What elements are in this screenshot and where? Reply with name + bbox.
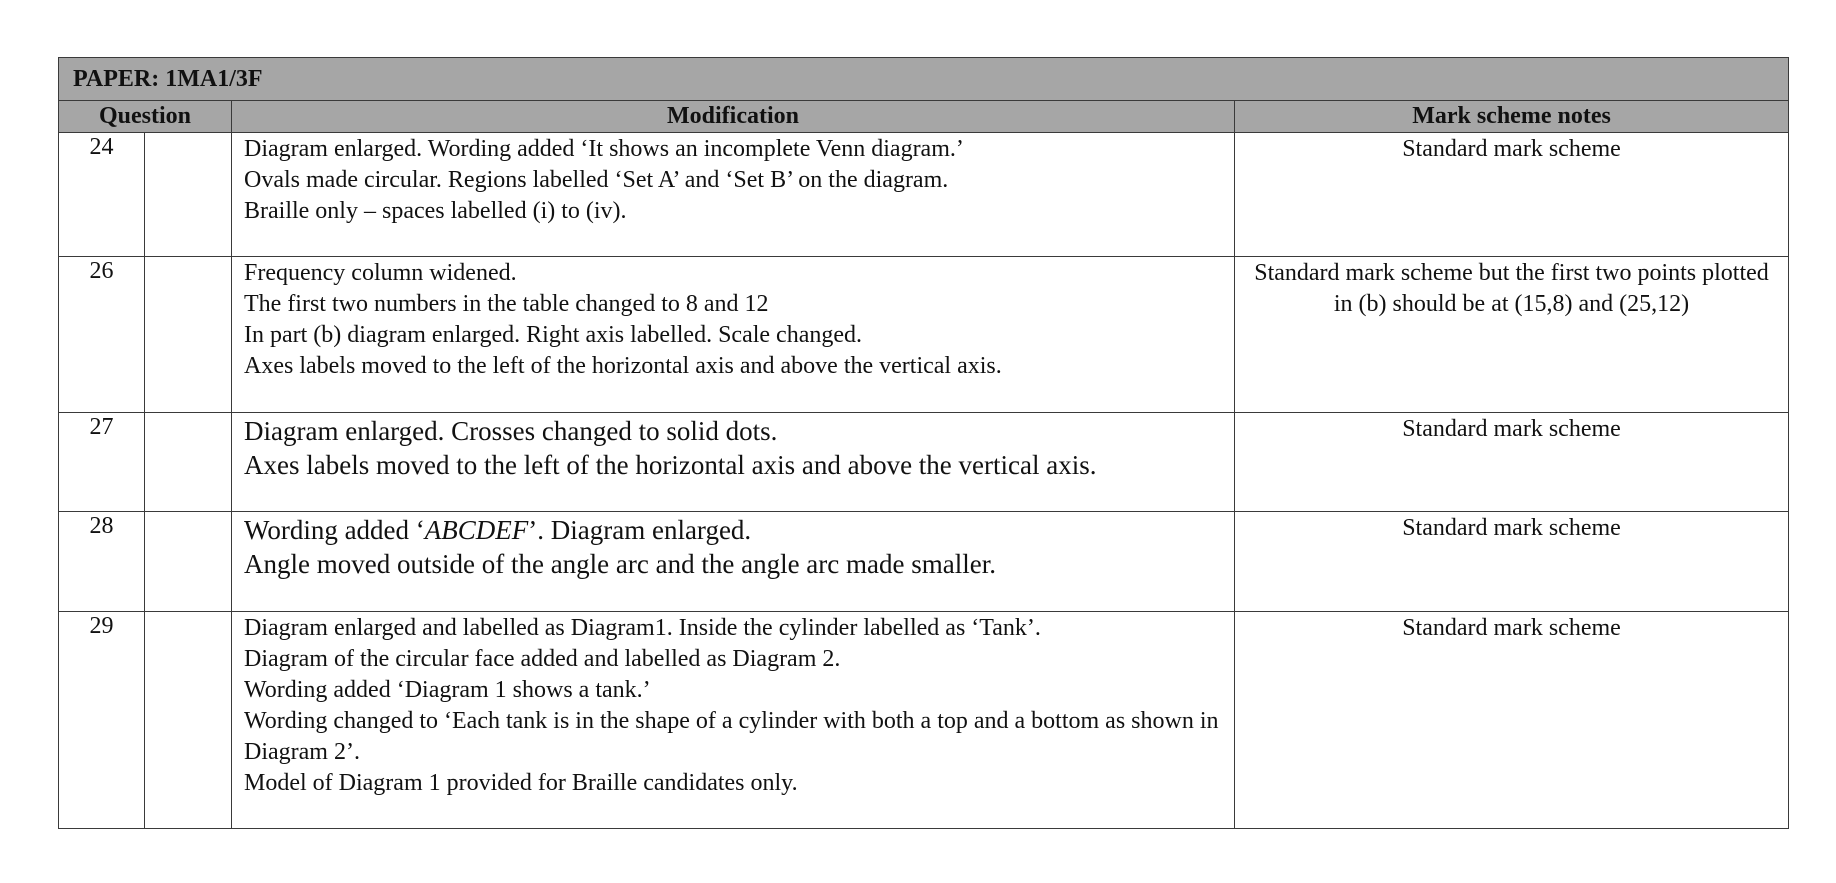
modification-line: Model of Diagram 1 provided for Braille candidates only.: [244, 770, 798, 796]
modification-line: In part (b) diagram enlarged. Right axis labelled. Scale changed.: [244, 322, 862, 348]
modification-column-header: Modification: [232, 101, 1235, 133]
modification-line: Axes labels moved to the left of the horizontal axis and above the vertical axis.: [244, 450, 1097, 480]
question-part-cell: [145, 512, 232, 612]
table-row: [59, 413, 1789, 512]
mark-scheme-notes-column-header: Mark scheme notes: [1235, 101, 1789, 133]
question-column-header: Question: [59, 101, 232, 133]
table-row: [59, 257, 1789, 413]
table-row: [59, 133, 1789, 257]
question-number: 24: [59, 133, 145, 257]
modification-line: Diagram enlarged and labelled as Diagram1. Inside the cylinder labelled as ‘Tank’.: [244, 615, 1041, 641]
column-header-row: [59, 101, 1789, 133]
mark-scheme-note: Standard mark scheme: [1235, 512, 1789, 612]
modification-line: Diagram enlarged. Wording added ‘It shows an incomplete Venn diagram.’: [244, 136, 964, 162]
question-part-cell: [145, 612, 232, 829]
modification-cell: [232, 257, 1235, 413]
modification-text: Wording added ‘: [244, 515, 425, 545]
mark-scheme-note: Standard mark scheme: [1235, 133, 1789, 257]
modification-line: Angle moved outside of the angle arc and the angle arc made smaller.: [244, 549, 996, 579]
modification-line: The first two numbers in the table changed to 8 and 12: [244, 291, 769, 317]
question-part-cell: [145, 133, 232, 257]
modification-line: Wording changed to ‘Each tank is in the shape of a cylinder with both a top and a bottom as shown in Diagram 2’.: [244, 708, 1219, 765]
mark-scheme-note: Standard mark scheme: [1235, 413, 1789, 512]
modification-cell: [232, 612, 1235, 829]
table-row: [59, 612, 1789, 829]
table-row: [59, 512, 1789, 612]
italic-label: ABCDEF: [424, 515, 529, 545]
question-number: 27: [59, 413, 145, 512]
modification-cell: [232, 512, 1235, 612]
mark-scheme-note: Standard mark scheme: [1235, 612, 1789, 829]
paper-header-row: [59, 58, 1789, 101]
modification-line: Diagram enlarged. Crosses changed to solid dots.: [244, 416, 778, 446]
paper-title: PAPER: 1MA1/3F: [59, 58, 1789, 101]
modification-line: Braille only – spaces labelled (i) to (iv).: [244, 198, 627, 224]
question-number: 29: [59, 612, 145, 829]
modification-line: [244, 513, 1222, 547]
modification-line: Wording added ‘Diagram 1 shows a tank.’: [244, 677, 651, 703]
modification-cell: [232, 133, 1235, 257]
modification-line: Axes labels moved to the left of the horizontal axis and above the vertical axis.: [244, 353, 1002, 379]
modification-line: Frequency column widened.: [244, 260, 517, 286]
modification-line: Ovals made circular. Regions labelled ‘Set A’ and ‘Set B’ on the diagram.: [244, 167, 949, 193]
modification-cell: [232, 413, 1235, 512]
question-part-cell: [145, 257, 232, 413]
modification-text: ’. Diagram enlarged.: [528, 515, 752, 545]
modifications-table: [58, 57, 1789, 829]
question-number: 28: [59, 512, 145, 612]
question-part-cell: [145, 413, 232, 512]
question-number: 26: [59, 257, 145, 413]
mark-scheme-note: Standard mark scheme but the first two points plotted in (b) should be at (15,8) and (25,12): [1235, 257, 1789, 413]
modification-line: Diagram of the circular face added and labelled as Diagram 2.: [244, 646, 841, 672]
